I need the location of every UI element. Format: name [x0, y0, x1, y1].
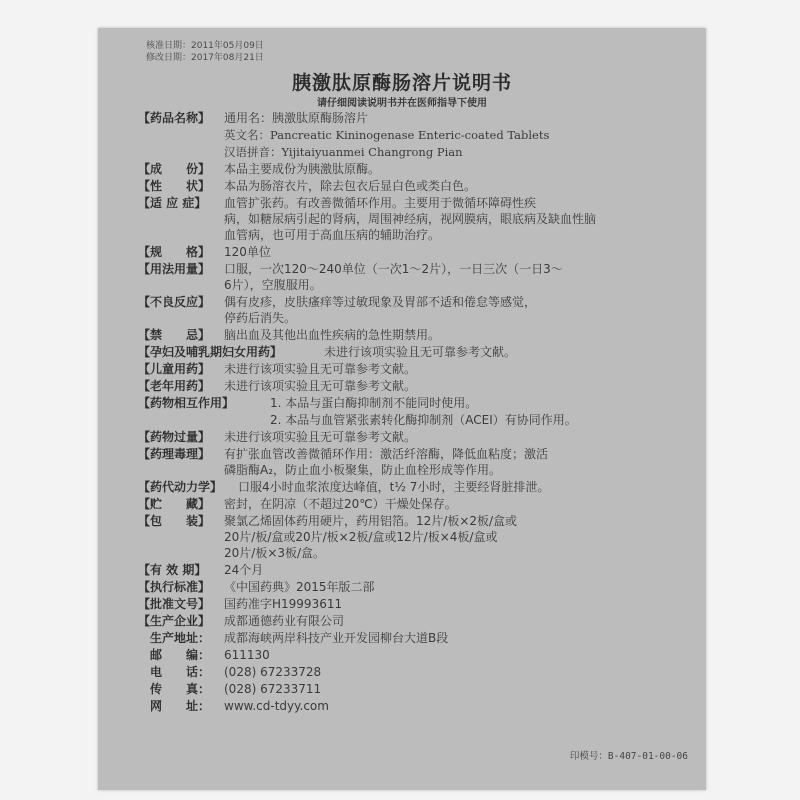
- section-text: 有扩张血管改善微循环作用：激活纤溶酶，降低血粘度；激活 磷脂酶A₂，防止血小板聚集，防止血栓形成等作用。: [224, 447, 549, 477]
- section-interaction: [138, 395, 693, 411]
- insert-body: [138, 110, 693, 715]
- website-row: [138, 698, 693, 714]
- address-site-row: [138, 630, 693, 646]
- section-text: 脑出血及其他出血性疾病的急性期禁用。: [224, 328, 441, 342]
- section-usage: [138, 261, 693, 293]
- section-text: 偶有皮疹，皮肤瘙痒等过敏现象及胃部不适和倦怠等感觉， 停药后消失。: [224, 295, 537, 325]
- postcode-label: 邮 编：: [150, 648, 211, 662]
- section-contraindications: [138, 327, 693, 343]
- section-label: 【药物过量】: [138, 430, 211, 444]
- section-label: 【有 效 期】: [138, 563, 207, 577]
- phone-row: [138, 664, 693, 680]
- section-text: 未进行该项实验且无可靠参考文献。: [224, 430, 417, 444]
- section-overdose: [138, 429, 693, 445]
- section-text: 未进行该项实验且无可靠参考文献。: [324, 345, 517, 359]
- section-label: 【儿童用药】: [138, 362, 211, 376]
- section-text: 血管扩张药。有改善微循环作用。主要用于微循环障碍性疾 病，如糖尿病引起的肾病，周围神经病，视网膜病，眼底病及缺血性脑 血管病，也可用于高血压病的辅助治疗。: [224, 196, 597, 242]
- website-label: 网 址：: [150, 699, 211, 713]
- section-text: 1. 本品与蛋白酶抑制剂不能同时使用。: [270, 396, 478, 410]
- section-pregnancy: [138, 344, 693, 360]
- document-title: 胰激肽原酶肠溶片说明书: [291, 72, 512, 94]
- address-value: 成都海峡两岸科技产业开发园柳台大道B段: [224, 631, 449, 645]
- section-text: 国药准字H19993611: [224, 597, 343, 611]
- section-text: 2. 本品与血管紧张素转化酶抑制剂（ACEI）有协同作用。: [270, 413, 577, 427]
- section-text: 本品为肠溶衣片，除去包衣后显白色或类白色。: [224, 179, 477, 193]
- section-label: 【规 格】: [138, 245, 211, 259]
- section-label: 【生产企业】: [138, 614, 211, 628]
- section-character: [138, 178, 693, 194]
- section-label: 【适 应 症】: [138, 196, 207, 210]
- section-manufacturer: [138, 613, 693, 629]
- section-label: 【药品名称】: [138, 111, 211, 125]
- section-pharmacology: [138, 446, 693, 478]
- section-adverse: [138, 294, 693, 326]
- package-insert-leaflet: [98, 28, 706, 790]
- section-package: [138, 513, 693, 561]
- section-label: 【贮 藏】: [138, 497, 211, 511]
- section-text: 成都通德药业有限公司: [224, 614, 345, 628]
- section-pharmacokinetics: [138, 479, 693, 495]
- section-text: 120单位: [224, 245, 271, 259]
- fax-value: (028) 67233711: [224, 682, 322, 696]
- section-label: 【老年用药】: [138, 379, 211, 393]
- section-text: 本品主要成份为胰激肽原酶。: [224, 162, 381, 176]
- section-label: 【药代动力学】: [138, 480, 223, 494]
- section-text: 口服4小时血浆浓度达峰值，t½ 7小时，主要经肾脏排泄。: [238, 480, 550, 494]
- section-label: 【药物相互作用】: [138, 396, 235, 410]
- document-subtitle: 请仔细阅读说明书并在医师指导下使用: [317, 98, 487, 109]
- fax-label: 传 真：: [150, 682, 211, 696]
- revised-date: 修改日期：2017年08月21日: [146, 53, 264, 63]
- section-label: 【孕妇及哺乳期妇女用药】: [138, 345, 283, 359]
- section-approval: [138, 596, 693, 612]
- interaction-row-2: [138, 412, 693, 428]
- section-spec: [138, 244, 693, 260]
- section-text: 未进行该项实验且无可靠参考文献。: [224, 379, 417, 393]
- section-label: 【执行标准】: [138, 580, 211, 594]
- section-text: 24个月: [224, 563, 264, 577]
- approved-date: 核准日期：2011年05月09日: [146, 41, 264, 51]
- date-block: [146, 40, 264, 64]
- section-label: 【性 状】: [138, 179, 211, 193]
- section-text: 聚氯乙烯固体药用硬片，药用铝箔。12片/板×2板/盒或 20片/板/盒或20片/板×2板/盒或12片/板×4板/盒或 20片/板×3板/盒。: [224, 514, 518, 560]
- print-code: 印模号：B-407-01-00-06: [569, 751, 688, 762]
- section-label: 【批准文号】: [138, 597, 211, 611]
- section-label: 【禁 忌】: [138, 328, 211, 342]
- section-label: 【药理毒理】: [138, 447, 211, 461]
- section-text: 未进行该项实验且无可靠参考文献。: [224, 362, 417, 376]
- website-value: www.cd-tdyy.com: [224, 699, 329, 713]
- section-elderly: [138, 378, 693, 394]
- section-text: 《中国药典》2015年版二部: [224, 580, 375, 594]
- postcode-value: 611130: [224, 648, 270, 662]
- section-label: 【包 装】: [138, 514, 211, 528]
- pinyin-name-row: [138, 144, 693, 160]
- section-text: 口服，一次120～240单位（一次1～2片），一日三次（一日3～ 6片），空腹服用。: [224, 262, 563, 292]
- section-standard: [138, 579, 693, 595]
- section-composition: [138, 161, 693, 177]
- postcode-row: [138, 647, 693, 663]
- section-label: 【不良反应】: [138, 295, 211, 309]
- section-validity: [138, 562, 693, 578]
- section-text: 密封，在阴凉（不超过20℃）干燥处保存。: [224, 497, 457, 511]
- phone-label: 电 话：: [150, 665, 211, 679]
- section-storage: [138, 496, 693, 512]
- phone-value: (028) 67233728: [224, 665, 322, 679]
- section-indications: [138, 195, 693, 243]
- fax-row: [138, 681, 693, 697]
- english-name-row: [138, 127, 693, 143]
- section-label: 【用法用量】: [138, 262, 211, 276]
- section-drug-name: [138, 110, 693, 126]
- pinyin-name: 汉语拼音：Yijitaiyuanmei Changrong Pian: [224, 145, 463, 159]
- section-children: [138, 361, 693, 377]
- address-label: 生产地址：: [150, 631, 211, 645]
- english-name: 英文名：Pancreatic Kininogenase Enteric-coated Tablets: [224, 128, 550, 142]
- generic-name: 通用名：胰激肽原酶肠溶片: [224, 111, 369, 125]
- section-label: 【成 份】: [138, 162, 211, 176]
